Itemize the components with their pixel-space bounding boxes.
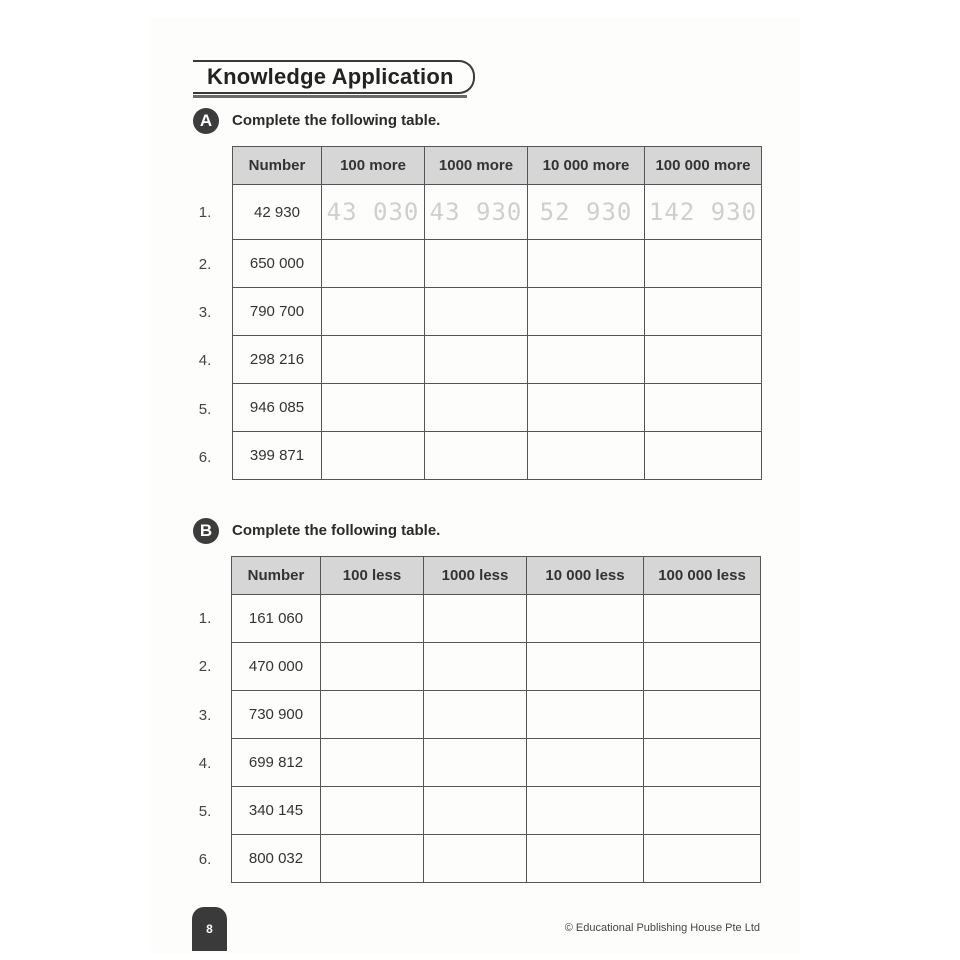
answer-cell[interactable] xyxy=(644,835,761,883)
row-label: 2. xyxy=(198,658,212,675)
section-b-badge: B xyxy=(193,518,219,544)
column-header: 100 more xyxy=(322,147,425,185)
page-number-tab: 8 xyxy=(192,907,227,951)
answer-cell[interactable] xyxy=(321,739,424,787)
answer-cell[interactable] xyxy=(644,595,761,643)
answer-cell[interactable] xyxy=(528,288,645,336)
answer-cell[interactable]: 52 930 xyxy=(528,185,645,240)
table-row xyxy=(233,288,762,336)
answer-cell[interactable] xyxy=(321,835,424,883)
answer-cell[interactable] xyxy=(322,432,425,480)
number-cell: 800 032 xyxy=(232,835,321,883)
answer-cell[interactable] xyxy=(527,787,644,835)
answer-cell[interactable] xyxy=(322,336,425,384)
number-cell: 650 000 xyxy=(233,240,322,288)
number-cell: 699 812 xyxy=(232,739,321,787)
section-b-table xyxy=(231,556,761,883)
answer-cell[interactable]: 43 030 xyxy=(322,185,425,240)
answer-cell[interactable]: 43 930 xyxy=(425,185,528,240)
answer-cell[interactable] xyxy=(425,336,528,384)
number-cell: 790 700 xyxy=(233,288,322,336)
answer-cell[interactable] xyxy=(424,643,527,691)
number-cell: 42 930 xyxy=(233,185,322,240)
answer-cell[interactable] xyxy=(321,643,424,691)
table-row xyxy=(233,336,762,384)
table-row xyxy=(233,432,762,480)
number-cell: 730 900 xyxy=(232,691,321,739)
table-header-row xyxy=(232,557,761,595)
answer-cell[interactable] xyxy=(645,432,762,480)
answer-cell[interactable] xyxy=(424,787,527,835)
answer-cell[interactable] xyxy=(527,595,644,643)
answer-cell[interactable] xyxy=(322,240,425,288)
page-title: Knowledge Application xyxy=(207,64,454,89)
number-cell: 946 085 xyxy=(233,384,322,432)
answer-cell[interactable] xyxy=(321,691,424,739)
section-a-badge: A xyxy=(193,108,219,134)
table-row xyxy=(232,787,761,835)
column-header: 100 000 more xyxy=(645,147,762,185)
table-header-row xyxy=(233,147,762,185)
row-label: 5. xyxy=(198,401,212,418)
answer-cell[interactable] xyxy=(322,288,425,336)
number-cell: 298 216 xyxy=(233,336,322,384)
answer-cell[interactable] xyxy=(424,739,527,787)
table-row xyxy=(232,835,761,883)
copyright-footer: © Educational Publishing House Pte Ltd xyxy=(564,922,760,934)
table-row xyxy=(232,691,761,739)
row-label: 4. xyxy=(198,755,212,772)
answer-cell[interactable] xyxy=(645,384,762,432)
answer-cell[interactable] xyxy=(645,288,762,336)
answer-cell[interactable] xyxy=(527,739,644,787)
answer-cell[interactable] xyxy=(424,595,527,643)
answer-cell[interactable] xyxy=(527,643,644,691)
section-b-instruction: Complete the following table. xyxy=(232,522,441,539)
answer-cell[interactable] xyxy=(644,787,761,835)
answer-cell[interactable] xyxy=(321,595,424,643)
table-row xyxy=(233,384,762,432)
section-a-table xyxy=(232,146,762,480)
section-a-instruction: Complete the following table. xyxy=(232,112,441,129)
table-row xyxy=(233,240,762,288)
row-label: 1. xyxy=(198,204,212,221)
answer-cell[interactable] xyxy=(644,739,761,787)
number-cell: 161 060 xyxy=(232,595,321,643)
answer-cell[interactable] xyxy=(645,240,762,288)
column-header: 100 less xyxy=(321,557,424,595)
answer-cell[interactable] xyxy=(528,384,645,432)
answer-cell[interactable] xyxy=(527,691,644,739)
answer-cell[interactable] xyxy=(528,240,645,288)
answer-cell[interactable] xyxy=(424,835,527,883)
column-header: 1000 more xyxy=(425,147,528,185)
answer-cell[interactable] xyxy=(424,691,527,739)
answer-cell[interactable]: 142 930 xyxy=(645,185,762,240)
row-label: 3. xyxy=(198,304,212,321)
answer-cell[interactable] xyxy=(425,432,528,480)
row-label: 6. xyxy=(198,851,212,868)
row-label: 4. xyxy=(198,352,212,369)
answer-cell[interactable] xyxy=(425,240,528,288)
answer-cell[interactable] xyxy=(425,384,528,432)
row-label: 2. xyxy=(198,256,212,273)
column-header: 100 000 less xyxy=(644,557,761,595)
number-cell: 470 000 xyxy=(232,643,321,691)
column-header: Number xyxy=(233,147,322,185)
column-header: 1000 less xyxy=(424,557,527,595)
answer-cell[interactable] xyxy=(644,643,761,691)
row-label: 1. xyxy=(198,610,212,627)
table-row xyxy=(232,643,761,691)
answer-cell[interactable] xyxy=(425,288,528,336)
answer-cell[interactable] xyxy=(527,835,644,883)
column-header: Number xyxy=(232,557,321,595)
answer-cell[interactable] xyxy=(644,691,761,739)
row-label: 6. xyxy=(198,449,212,466)
number-cell: 399 871 xyxy=(233,432,322,480)
number-cell: 340 145 xyxy=(232,787,321,835)
table-row xyxy=(233,185,762,240)
answer-cell[interactable] xyxy=(322,384,425,432)
answer-cell[interactable] xyxy=(528,432,645,480)
answer-cell[interactable] xyxy=(645,336,762,384)
answer-cell[interactable] xyxy=(321,787,424,835)
column-header: 10 000 less xyxy=(527,557,644,595)
row-label: 5. xyxy=(198,803,212,820)
column-header: 10 000 more xyxy=(528,147,645,185)
table-row xyxy=(232,739,761,787)
table-row xyxy=(232,595,761,643)
row-label: 3. xyxy=(198,707,212,724)
answer-cell[interactable] xyxy=(528,336,645,384)
